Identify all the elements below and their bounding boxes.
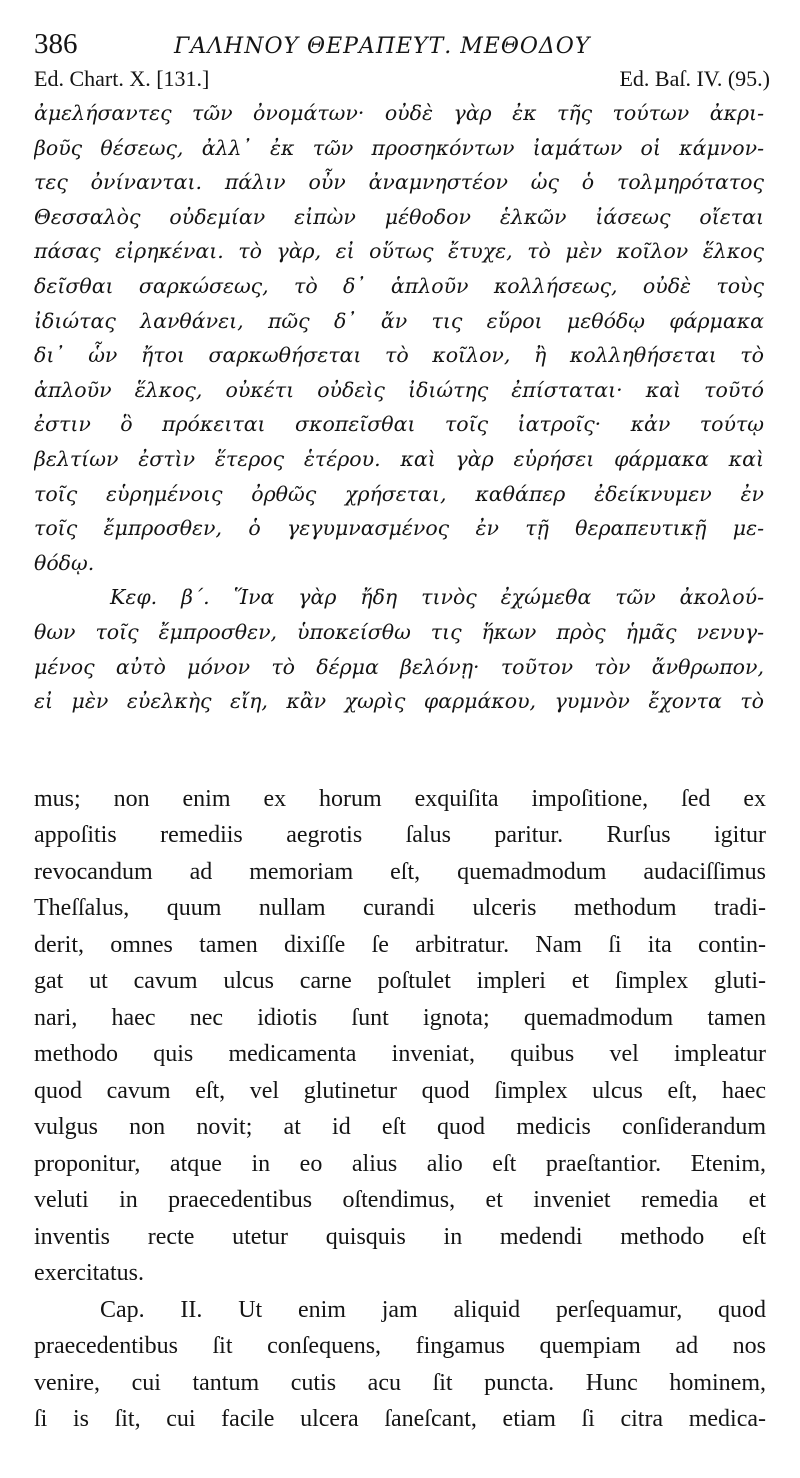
greek-text (34, 96, 764, 719)
greek-line: εἰ μὲν εὐελκὴς εἴη, κἂν χωρὶς φαρμάκου, γυμνὸν ἔχοντα τὸ (34, 689, 764, 714)
latin-line: nari, haec nec idiotis ſunt ignota; quemadmodum tamen (34, 1004, 766, 1031)
greek-line: δεῖσθαι σαρκώσεως, τὸ δ᾽ ἁπλοῦν κολλήσεως, οὐδὲ τοὺς (34, 273, 764, 298)
latin-line: appoſitis remediis aegrotis ſalus paritur. Rurſus igitur (34, 822, 766, 849)
greek-line: βελτίων ἐστὶν ἕτερος ἑτέρου. καὶ γὰρ εὑρήσει φάρμακα καὶ (34, 446, 764, 471)
latin-line: proponitur, atque in eo alius alio eſt praeſtantior. Etenim, (34, 1150, 766, 1177)
greek-line: τοῖς ἔμπροσθεν, ὁ γεγυμνασμένος ἐν τῇ θεραπευτικῇ με- (34, 516, 764, 541)
running-title: ΓΑΛΗΝΟΥ ΘΕΡΑΠΕΥΤ. ΜΕΘΟΔΟΥ (174, 34, 591, 59)
latin-line: praecedentibus ſit conſequens, fingamus quempiam ad nos (34, 1333, 766, 1360)
latin-line: vulgus non novit; at id eſt quod medicis conſiderandum (34, 1114, 766, 1141)
latin-line: revocandum ad memoriam eſt, quemadmodum audaciſſimus (34, 858, 766, 885)
greek-line: ἰδιώτας λανθάνει, πῶς δ᾽ ἄν τις εὕροι μεθόδῳ φάρμακα (34, 308, 764, 333)
greek-line: βοῦς θέσεως, ἀλλ᾽ ἐκ τῶν προσηκόντων ἰαμάτων οἱ κάμνον- (34, 135, 764, 160)
greek-line: ἀμελήσαντες τῶν ὀνομάτων· οὐδὲ γὰρ ἐκ τῆς τούτων ἀκρι- (34, 101, 764, 125)
edition-chartier: Ed. Chart. X. [131.] (34, 66, 210, 91)
edition-basel: Ed. Baſ. IV. (95.) (619, 66, 770, 91)
book-page (34, 28, 770, 1458)
column-separator (34, 719, 770, 781)
greek-line: θων τοῖς ἔμπροσθεν, ὑποκείσθω τις ἥκων πρὸς ἡμᾶς νενυγ- (34, 619, 764, 644)
greek-line: πάσας εἰρηκέναι. τὸ γὰρ, εἰ οὕτως ἔτυχε, τὸ μὲν κοῖλον ἕλκος (34, 239, 764, 264)
greek-chapter-heading-line: Κεφ. β΄. Ἵνα γὰρ ἤδη τινὸς ἐχώμεθα τῶν ἀκολού- (110, 585, 764, 610)
latin-line: quod cavum eſt, vel glutinetur quod ſimplex ulcus eſt, haec (34, 1077, 766, 1104)
latin-line: Theſſalus, quum nullam curandi ulceris methodum tradi- (34, 895, 766, 922)
greek-line: θόδῳ. (34, 550, 95, 575)
latin-line: ſi is ſit, cui facile ulcera ſaneſcant, etiam ſi citra medica- (34, 1406, 766, 1433)
greek-line: ἁπλοῦν ἕλκος, οὐκέτι οὐδεὶς ἰδιώτης ἐπίσταται· καὶ τοῦτό (34, 377, 764, 402)
greek-line: τες ὀνίνανται. πάλιν οὖν ἀναμνηστέον ὡς ὁ τολμηρότατος (34, 170, 764, 195)
greek-line: ἐστιν ὃ πρόκειται σκοπεῖσθαι τοῖς ἰατροῖς· κἀν τούτῳ (34, 412, 764, 437)
greek-line: Θεσσαλὸς οὐδεμίαν εἰπὼν μέθοδον ἑλκῶν ἰάσεως οἴεται (34, 204, 764, 229)
latin-line: venire, cui tantum cutis acu ſit puncta. Hunc hominem, (34, 1369, 766, 1396)
latin-line: exercitatus. (34, 1260, 144, 1287)
edition-reference (34, 66, 770, 96)
greek-line: τοῖς εὑρημένοις ὀρθῶς χρήσεται, καθάπερ ἐδείκνυμεν ἐν (34, 481, 764, 506)
running-head (34, 28, 770, 62)
latin-line: methodo quis medicamenta inveniat, quibus vel impleatur (34, 1041, 766, 1068)
latin-line: mus; non enim ex horum exquiſita impoſitione, ſed ex (34, 785, 766, 812)
greek-line: μένος αὐτὸ μόνον τὸ δέρμα βελόνῃ· τοῦτον τὸν ἄνθρωπον, (34, 654, 764, 679)
latin-line: veluti in praecedentibus oſtendimus, et inveniet remedia et (34, 1187, 766, 1214)
latin-chapter-heading-line: Cap. II. Ut enim jam aliquid perſequamur, quod (100, 1296, 766, 1323)
page-number: 386 (34, 28, 78, 60)
latin-line: derit, omnes tamen dixiſſe ſe arbitratur. Nam ſi ita contin- (34, 931, 766, 958)
latin-text (34, 781, 766, 1438)
latin-line: inventis recte utetur quisquis in medendi methodo eſt (34, 1223, 766, 1250)
latin-line: gat ut cavum ulcus carne poſtulet impleri et ſimplex gluti- (34, 968, 766, 995)
greek-line: δι᾽ ὧν ἤτοι σαρκωθήσεται τὸ κοῖλον, ἢ κολληθήσεται τὸ (34, 343, 764, 368)
